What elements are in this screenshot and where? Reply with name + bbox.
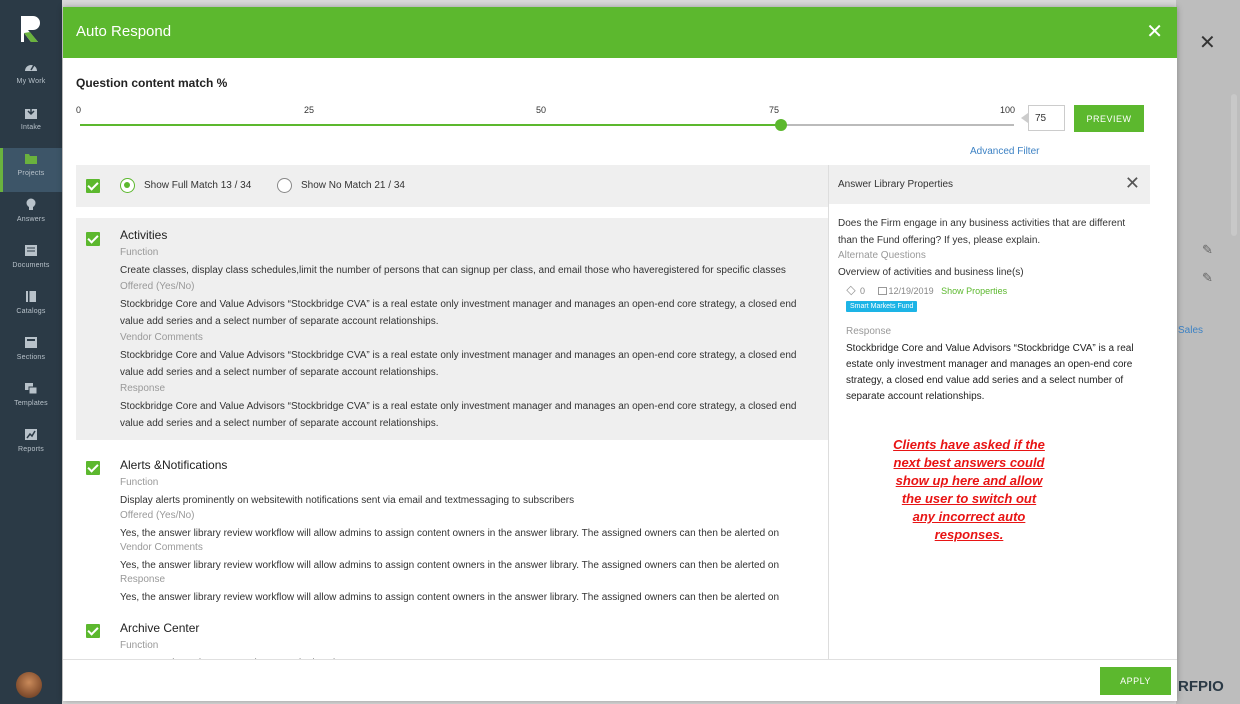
- slider-fill: [80, 124, 781, 126]
- nav-documents[interactable]: [0, 240, 62, 284]
- nav-sections[interactable]: [0, 332, 62, 376]
- props-response-label: Response: [846, 326, 892, 337]
- user-avatar[interactable]: [16, 672, 42, 698]
- alternate-questions-label: Alternate Questions: [838, 250, 926, 261]
- inbox-icon: [24, 106, 38, 119]
- background-close-icon[interactable]: ✕: [1199, 32, 1216, 54]
- nav-answers[interactable]: [0, 194, 62, 238]
- background-sales-link[interactable]: Sales: [1178, 325, 1204, 336]
- nav-projects[interactable]: [0, 148, 62, 192]
- list-item: [76, 218, 828, 440]
- apply-button[interactable]: APPLY: [1100, 667, 1171, 695]
- alternate-question: Overview of activities and business line(s): [838, 267, 1024, 278]
- nav-label: Answers: [16, 216, 46, 223]
- fund-tag: Smart Markets Fund: [846, 301, 917, 312]
- nav-label: Reports: [18, 446, 44, 453]
- nav-templates[interactable]: [0, 378, 62, 422]
- list-item: [76, 440, 828, 603]
- nav-label: Intake: [20, 124, 42, 131]
- preview-button[interactable]: PREVIEW: [1074, 105, 1144, 132]
- match-slider[interactable]: [80, 124, 1014, 126]
- response-value: Yes, the answer library review workflow will allow admins to assign content owners in the answer library. The assigned owners can then be alerted on: [120, 592, 780, 603]
- lightbulb-icon: [24, 198, 38, 211]
- calendar-icon: [878, 287, 887, 295]
- nav-catalogs[interactable]: [0, 286, 62, 330]
- modal-title: Auto Respond: [76, 23, 172, 40]
- nav-intake[interactable]: [0, 102, 62, 146]
- match-percent-title: Question content match %: [76, 76, 228, 90]
- slider-thumb[interactable]: [775, 119, 787, 131]
- slider-tick-label: 50: [536, 105, 547, 115]
- dashboard-icon: [24, 60, 38, 73]
- full-match-label: Show Full Match 13 / 34: [144, 180, 252, 191]
- select-all-checkbox[interactable]: [86, 179, 100, 193]
- nav-label: Documents: [12, 262, 50, 269]
- annotation-note: Clients have asked if the next best answers could show up here and allow the user to switch out any incorrect auto responses.: [893, 437, 1045, 542]
- modal-footer: [63, 659, 1177, 701]
- input-pointer: [1021, 113, 1028, 123]
- props-title: Answer Library Properties: [838, 179, 954, 190]
- props-question: Does the Firm engage in any business activities that are different than the Fund offering? If yes, please explain.: [838, 218, 1126, 246]
- props-header: [829, 165, 1150, 204]
- function-label: Function: [120, 640, 159, 651]
- app-logo[interactable]: [18, 14, 42, 44]
- response-label: Response: [120, 383, 166, 394]
- close-icon[interactable]: ✕: [1124, 173, 1140, 193]
- item-checkbox[interactable]: [86, 624, 100, 638]
- slider-tick-label: 100: [1000, 105, 1016, 115]
- function-label: Function: [120, 477, 159, 488]
- close-icon[interactable]: ✕: [1146, 21, 1163, 43]
- match-percent-input[interactable]: [1028, 105, 1065, 131]
- function-value: Display alerts prominently on websitewith notifications sent via email and textmessaging to subscribers: [120, 495, 575, 506]
- book-icon: [24, 290, 38, 303]
- side-navigation: [0, 0, 62, 704]
- nav-label: Templates: [14, 400, 48, 407]
- nav-label: My Work: [16, 78, 46, 85]
- offered-label: Offered (Yes/No): [120, 510, 195, 521]
- item-title: Activities: [120, 228, 168, 242]
- show-properties-link[interactable]: Show Properties: [941, 286, 1008, 296]
- item-title: Archive Center: [120, 621, 200, 635]
- no-match-radio[interactable]: [277, 178, 292, 193]
- slider-tick-label: 75: [769, 105, 780, 115]
- nav-reports[interactable]: [0, 424, 62, 468]
- nav-label: Catalogs: [16, 308, 46, 315]
- answer-library-properties-panel: [828, 165, 1150, 659]
- advanced-filter-link[interactable]: Advanced Filter: [970, 146, 1040, 157]
- function-label: Function: [120, 247, 159, 258]
- nav-my-work[interactable]: [0, 56, 62, 100]
- slider-tick-label: 25: [304, 105, 315, 115]
- list-item: [76, 603, 828, 663]
- sections-icon: [24, 336, 38, 349]
- documents-icon: [24, 244, 38, 257]
- pencil-icon[interactable]: ✎: [1202, 242, 1213, 257]
- item-checkbox[interactable]: [86, 461, 100, 475]
- layers-icon: [846, 286, 855, 295]
- templates-icon: [24, 382, 38, 395]
- item-title: Alerts &Notifications: [120, 458, 228, 472]
- nav-label: Projects: [17, 170, 45, 177]
- vendor-comments-value: Yes, the answer library review workflow will allow admins to assign content owners in the answer library. The assigned owners can then be alerted on: [120, 560, 780, 571]
- offered-value: Yes, the answer library review workflow will allow admins to assign content owners in the answer library. The assigned owners can then be alerted on: [120, 528, 780, 539]
- response-label: Response: [120, 574, 166, 585]
- pencil-icon[interactable]: ✎: [1202, 270, 1213, 285]
- match-list-panel: [76, 165, 828, 659]
- offered-label: Offered (Yes/No): [120, 281, 195, 292]
- filter-bar: [76, 165, 828, 207]
- vendor-comments-label: Vendor Comments: [120, 542, 203, 553]
- props-response: Stockbridge Core and Value Advisors “Stockbridge CVA” is a real estate only investment manager and manages an open-end core strategy, a closed end value add series and a select number of separate account relationships.: [846, 343, 1134, 402]
- brand-wordmark: RFPIO: [1178, 678, 1224, 695]
- vendor-comments-value: Stockbridge Core and Value Advisors “Stockbridge CVA” is a real estate only investment manager and manages an open-end core strategy, a closed end value add series and a select number of separate account relationships.: [120, 350, 797, 378]
- nav-label: Sections: [16, 354, 46, 361]
- props-meta: [846, 286, 1007, 296]
- scrollbar[interactable]: [1231, 94, 1237, 236]
- usage-count: 0: [860, 286, 866, 296]
- reports-icon: [24, 428, 38, 441]
- auto-respond-modal: [63, 7, 1177, 701]
- slider-tick-label: 0: [76, 105, 82, 115]
- folder-icon: [24, 152, 38, 165]
- no-match-label: Show No Match 21 / 34: [301, 180, 405, 191]
- vendor-comments-label: Vendor Comments: [120, 332, 203, 343]
- function-value: Create classes, display class schedules,limit the number of persons that can signup per class, and email those who haveregistered for specific classes: [120, 265, 786, 276]
- item-checkbox[interactable]: [86, 232, 100, 246]
- full-match-radio[interactable]: [120, 178, 135, 193]
- response-value: Stockbridge Core and Value Advisors “Stockbridge CVA” is a real estate only investment manager and manages an open-end core strategy, a closed end value add series and a select number of separate account relationships.: [120, 401, 797, 429]
- offered-value: Stockbridge Core and Value Advisors “Stockbridge CVA” is a real estate only investment manager and manages an open-end core strategy, a closed end value add series and a select number of separate account relationships.: [120, 299, 797, 327]
- modal-header: [63, 7, 1177, 58]
- props-date: 12/19/2019: [888, 286, 934, 296]
